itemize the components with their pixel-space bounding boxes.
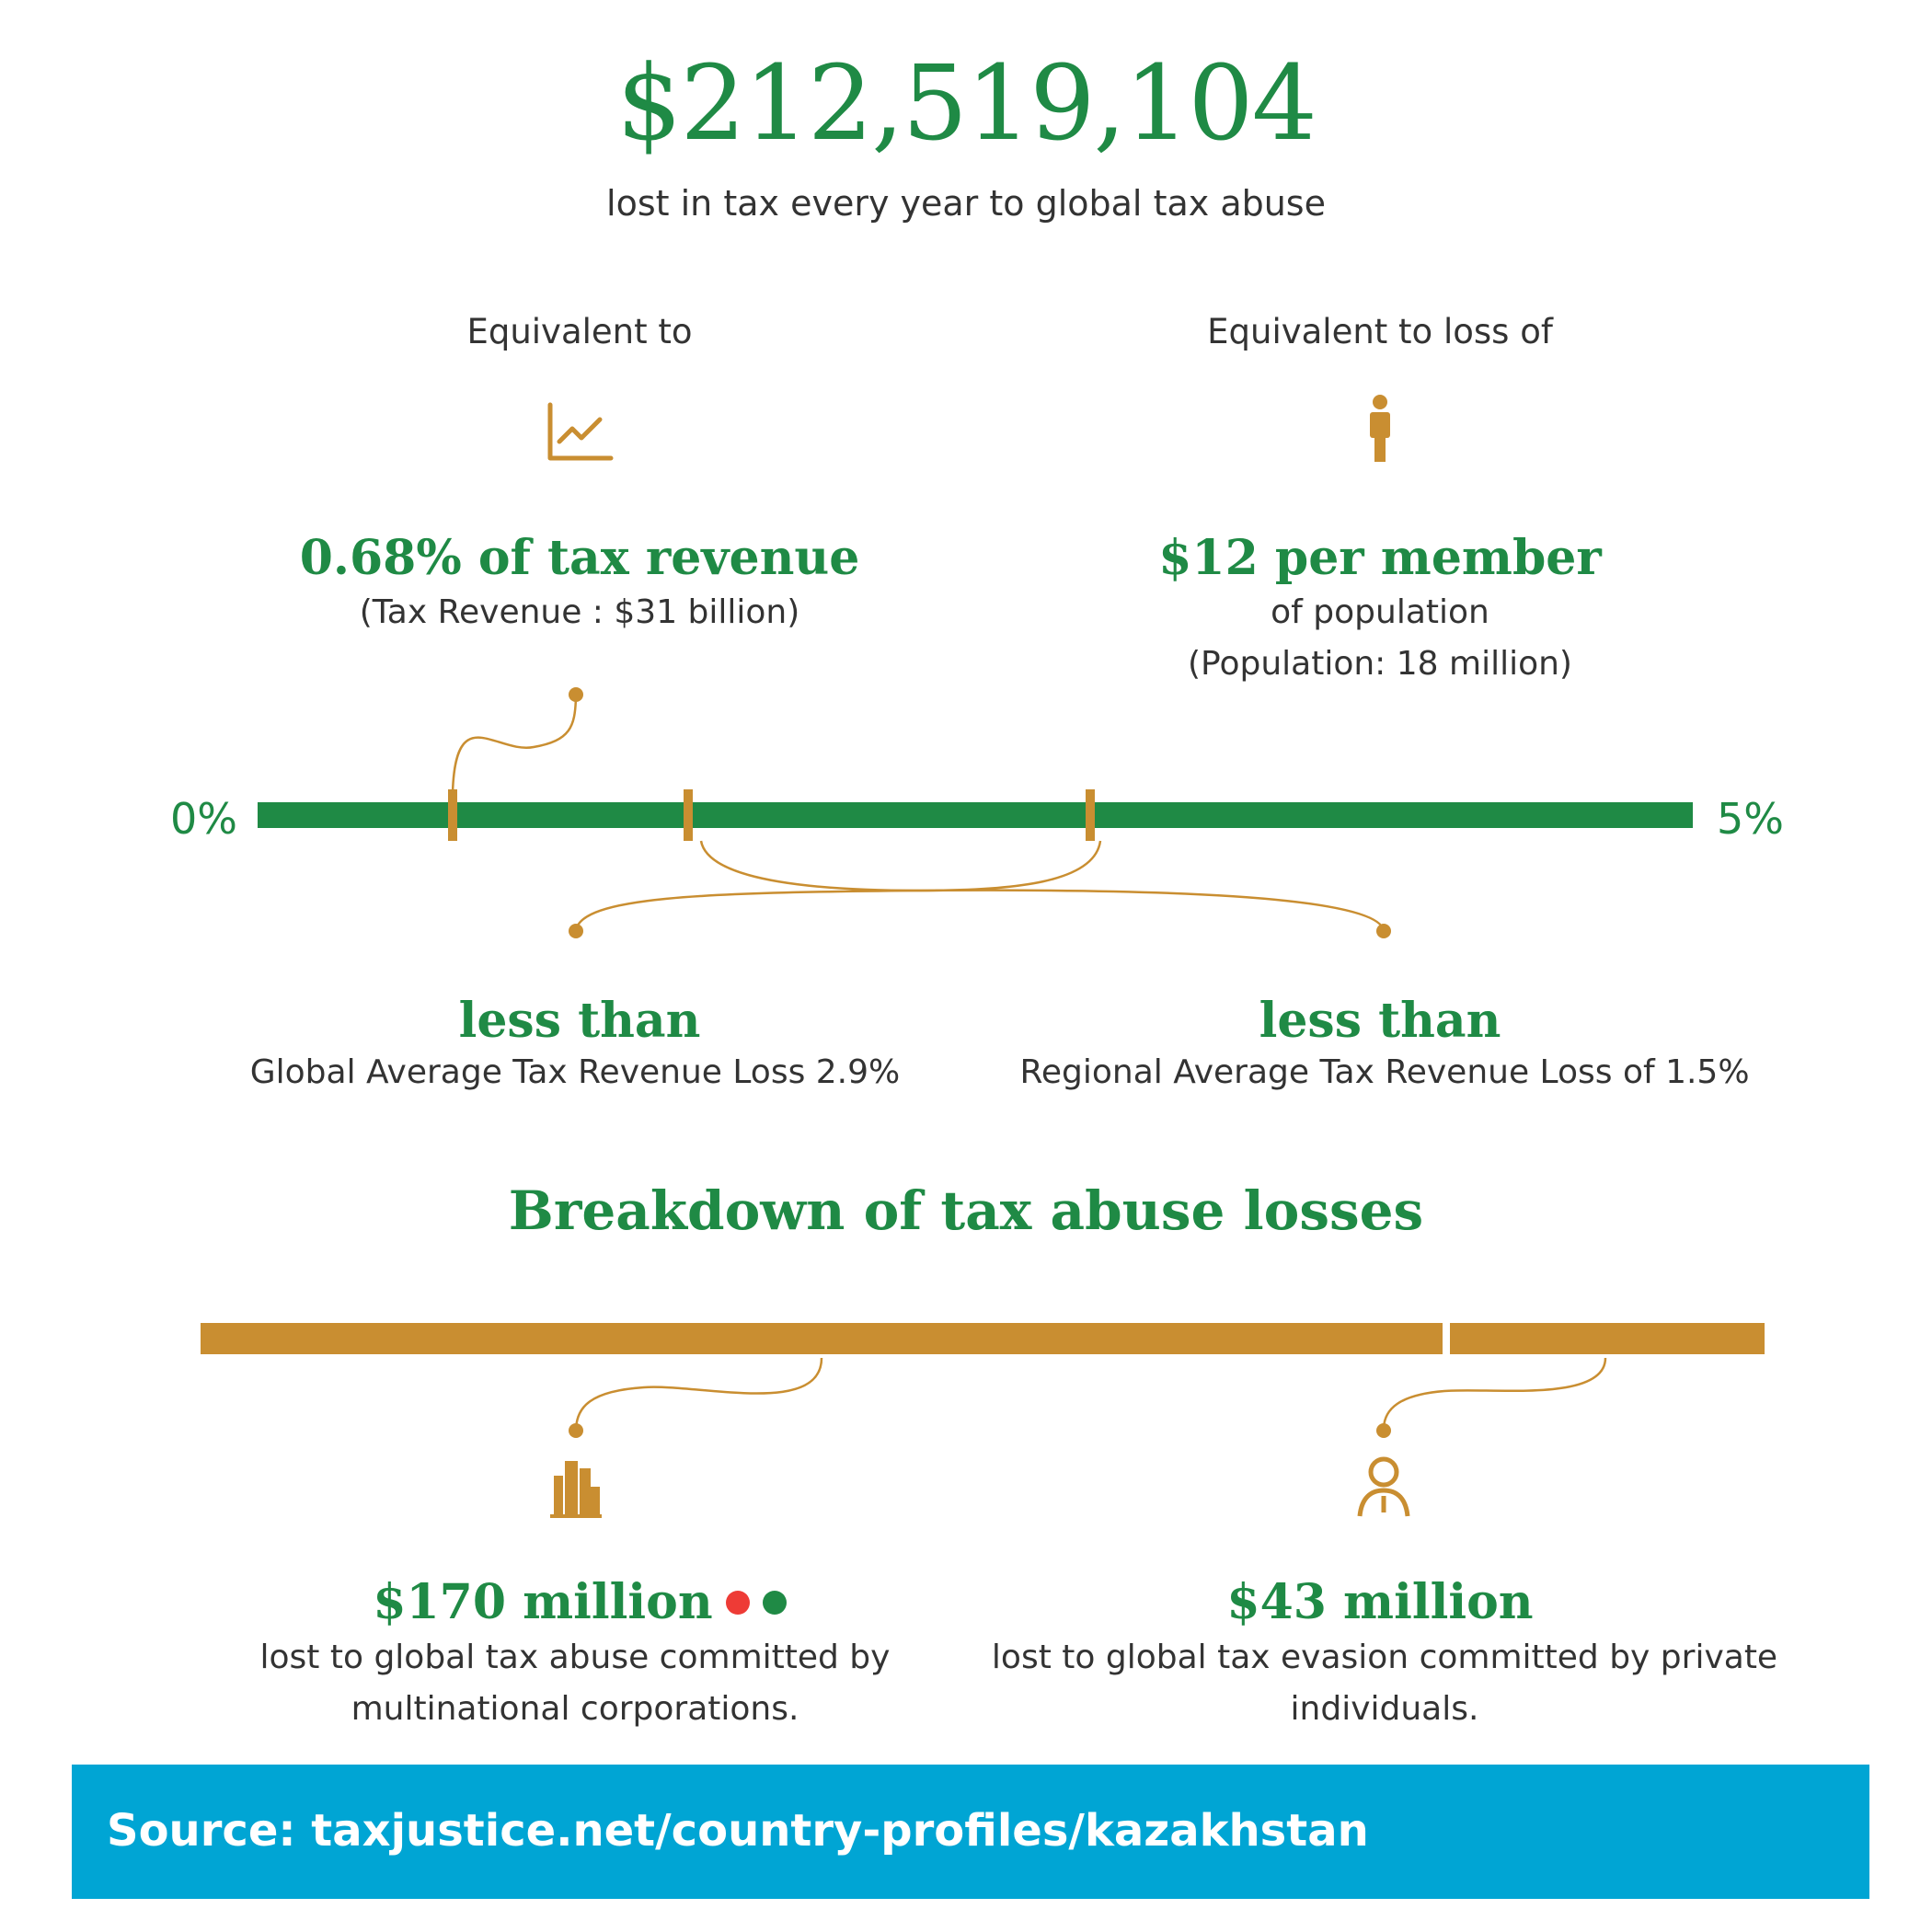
regional-comparison-heading: less than <box>1259 993 1501 1049</box>
user-outline-icon <box>1356 1455 1411 1518</box>
corporate-desc-line-1: lost to global tax abuse committed by <box>259 1639 891 1676</box>
tax-revenue-share: 0.68% of tax revenue <box>299 530 860 586</box>
red-dot-icon <box>726 1591 750 1615</box>
individual-loss-amount: $43 million <box>1226 1574 1534 1630</box>
equivalent-label-right: Equivalent to loss of <box>1207 312 1553 351</box>
individual-desc-line-2: individuals. <box>1290 1690 1479 1728</box>
breakdown-title: Breakdown of tax abuse losses <box>508 1179 1424 1242</box>
corporate-loss-amount <box>230 1573 929 1632</box>
tax-revenue-detail: (Tax Revenue : $31 billion) <box>359 593 800 631</box>
per-capita-loss: $12 per member <box>1158 530 1602 586</box>
corporate-desc-line-2: multinational corporations. <box>351 1690 799 1728</box>
global-comparison-heading: less than <box>458 993 701 1049</box>
buildings-icon <box>550 1455 602 1518</box>
breakdown-bar-corporate <box>201 1323 1443 1354</box>
individual-desc-line-1: lost to global tax evasion committed by private <box>991 1639 1778 1676</box>
source-link[interactable]: Source: taxjustice.net/country-profiles/kazakhstan <box>107 1805 1369 1857</box>
population-line-1: of population <box>1271 593 1489 631</box>
regional-comparison-text: Regional Average Tax Revenue Loss of 1.5% <box>1019 1053 1750 1091</box>
headline-amount: $212,519,104 <box>616 44 1316 164</box>
global-comparison-text: Global Average Tax Revenue Loss 2.9% <box>249 1053 901 1091</box>
equivalent-label-left: Equivalent to <box>466 312 693 351</box>
headline-subtitle: lost in tax every year to global tax abuse <box>606 183 1326 224</box>
scale-min-label: 0% <box>170 794 237 844</box>
green-dot-icon <box>763 1591 787 1615</box>
population-line-2: (Population: 18 million) <box>1188 645 1572 683</box>
breakdown-bar-individual <box>1450 1323 1765 1354</box>
scale-max-label: 5% <box>1717 794 1784 844</box>
corporate-amount-text: $170 million <box>373 1574 713 1630</box>
